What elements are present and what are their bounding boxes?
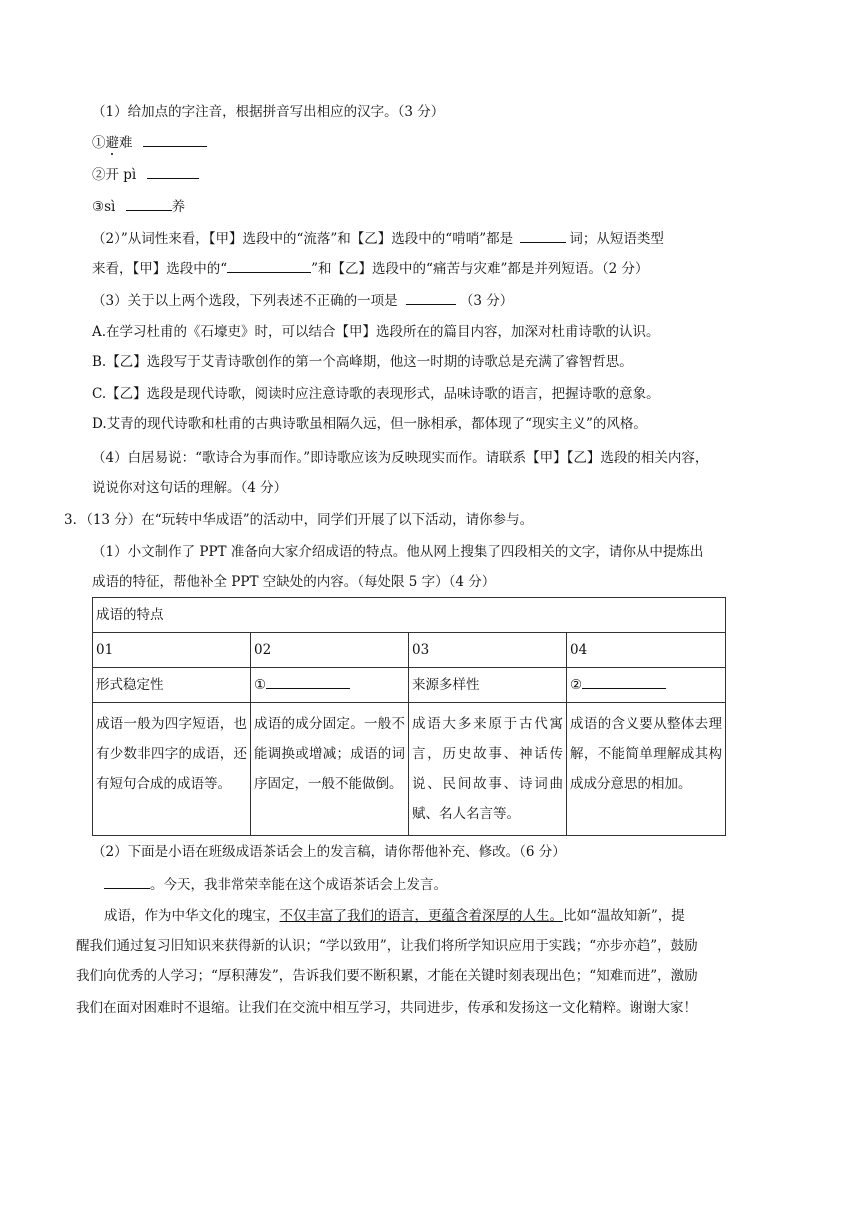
item-text-after: 养 [171,199,186,215]
table-cell-num: 04 [567,633,726,668]
speech-text: 比如“温故知新”，提 [563,908,685,924]
table-cell-feature-blank1 [251,668,409,703]
question-text: （2）”从词性来看，【甲】选段中的“流落”和【乙】选段中的“啃哨”都是 [92,231,514,247]
option-c: C.【乙】选段是现代诗歌，阅读时应注意诗歌的表现形式，品味诗歌的语言，把握诗歌的意象。 [92,386,660,402]
answer-blank[interactable] [227,258,311,273]
option-d: D.艾青的现代诗歌和杜甫的古典诗歌虽相隔久远，但一脉相承，都体现了“现实主义”的风格。 [92,416,647,432]
table-cell-desc: 成语的含义要从整体去理解，不能简单理解成其构成成分意思的相加。 [567,703,726,836]
speech-text: 。今天，我非常荣幸能在这个成语茶话会上发言。 [150,877,447,893]
question-text: 来看，【甲】选段中的“ [92,261,228,277]
question-text: 词；从短语类型 [569,231,664,247]
question-text: （3 分） [459,293,514,309]
q3-part1-line2: 成语的特征，帮他补全 PPT 空缺处的内容。（每处限 5 字）（4 分） [92,574,496,590]
item-text: 难 [119,135,133,151]
answer-blank[interactable] [104,874,150,889]
dotted-character: 避 [105,135,119,151]
table-cell-desc: 成语的成分固定。一般不能调换或增减；成语的词序固定，一般不能做倒。 [251,703,409,836]
blank-marker: ① [254,677,267,693]
table-cell-num: 01 [93,633,251,668]
answer-blank[interactable] [266,674,350,689]
answer-blank[interactable] [143,132,207,147]
item-marker: ② [92,167,106,183]
item-text: 开 pì [105,167,137,183]
answer-blank[interactable] [126,196,172,211]
item-text: sì [104,199,116,215]
answer-blank[interactable] [520,228,566,243]
q3-part1-line1: （1）小文制作了 PPT 准备向大家介绍成语的特点。他从网上搜集了四段相关的文字，请你从中提炼出 [92,544,704,560]
q2-part2-line1 [92,228,664,249]
blank-marker: ② [570,677,583,693]
q2-part4-line2: 说说你对这句话的理解。（4 分） [92,480,288,496]
question-text: ”和【乙】选段中的“痛苦与灾难”都是并列短语。（2 分） [311,261,649,277]
speech-text: 成语，作为中华文化的瑰宝， [104,908,280,924]
option-b: B.【乙】选段写于艾青诗歌创作的第一个高峰期，他这一时期的诗歌总是充满了睿智哲思。 [92,354,633,370]
question-text: （3）关于以上两个选段，下列表述不正确的一项是 [92,293,398,309]
q2-part2-line2 [92,258,649,279]
q2-part4-line1: （4）白居易说：“歌诗合为事而作。”即诗歌应该为反映现实而作。请联系【甲】【乙】选段的相关内容， [92,450,709,466]
table-cell-num: 02 [251,633,409,668]
speech-line1 [104,906,685,926]
q2-part1-stem: （1）给加点的字注音，根据拼音写出相应的汉字。（3 分） [92,104,445,120]
q2-part3-stem [92,290,513,311]
table-cell-num: 03 [409,633,567,668]
table-cell-feature: 形式稳定性 [93,668,251,703]
speech-line3: 我们向优秀的人学习；“厚积薄发”，告诉我们要不断积累，才能在关键时刻表现出色；“知难而进”，激励 [76,968,698,984]
q2-part1-item1 [92,132,207,153]
q2-part1-item3 [92,196,185,217]
table-cell-feature: 来源多样性 [409,668,567,703]
item-marker: ③ [92,199,105,215]
table-title: 成语的特点 [93,598,726,633]
item-marker: ① [92,135,106,151]
q3-part2-stem: （2）下面是小语在班级成语茶话会上的发言稿，请你帮他补充、修改。（6 分） [92,844,566,860]
speech-opening [104,874,447,895]
q3-header: 3．（13 分）在“玩转中华成语”的活动中，同学们开展了以下活动，请你参与。 [64,512,534,528]
option-a: A.在学习杜甫的《石壕吏》时，可以结合【甲】选段所在的篇目内容，加深对杜甫诗歌的认识。 [92,324,660,340]
answer-blank[interactable] [147,164,199,179]
table-cell-desc: 成语大多来原于古代寓言，历史故事、神话传说、民间故事、诗词曲赋、名人名言等。 [409,703,567,836]
q2-part1-item2 [92,164,199,185]
idiom-features-table [92,597,726,836]
underlined-sentence: 不仅丰富了我们的语言，更蕴含着深厚的人生。 [279,908,563,924]
speech-line2: 醒我们通过复习旧知识来获得新的认识；“学以致用”，让我们将所学知识应用于实践；“亦步亦趋”，鼓励 [76,938,698,954]
answer-blank[interactable] [582,674,666,689]
table-cell-feature-blank2 [567,668,726,703]
answer-blank[interactable] [406,290,456,305]
speech-line4: 我们在面对困难时不退缩。让我们在交流中相互学习，共同进步，传承和发扬这一文化精粹。谢谢大家！ [76,1000,697,1016]
table-cell-desc: 成语一般为四字短语，也有少数非四字的成语，还有短句合成的成语等。 [93,703,251,836]
